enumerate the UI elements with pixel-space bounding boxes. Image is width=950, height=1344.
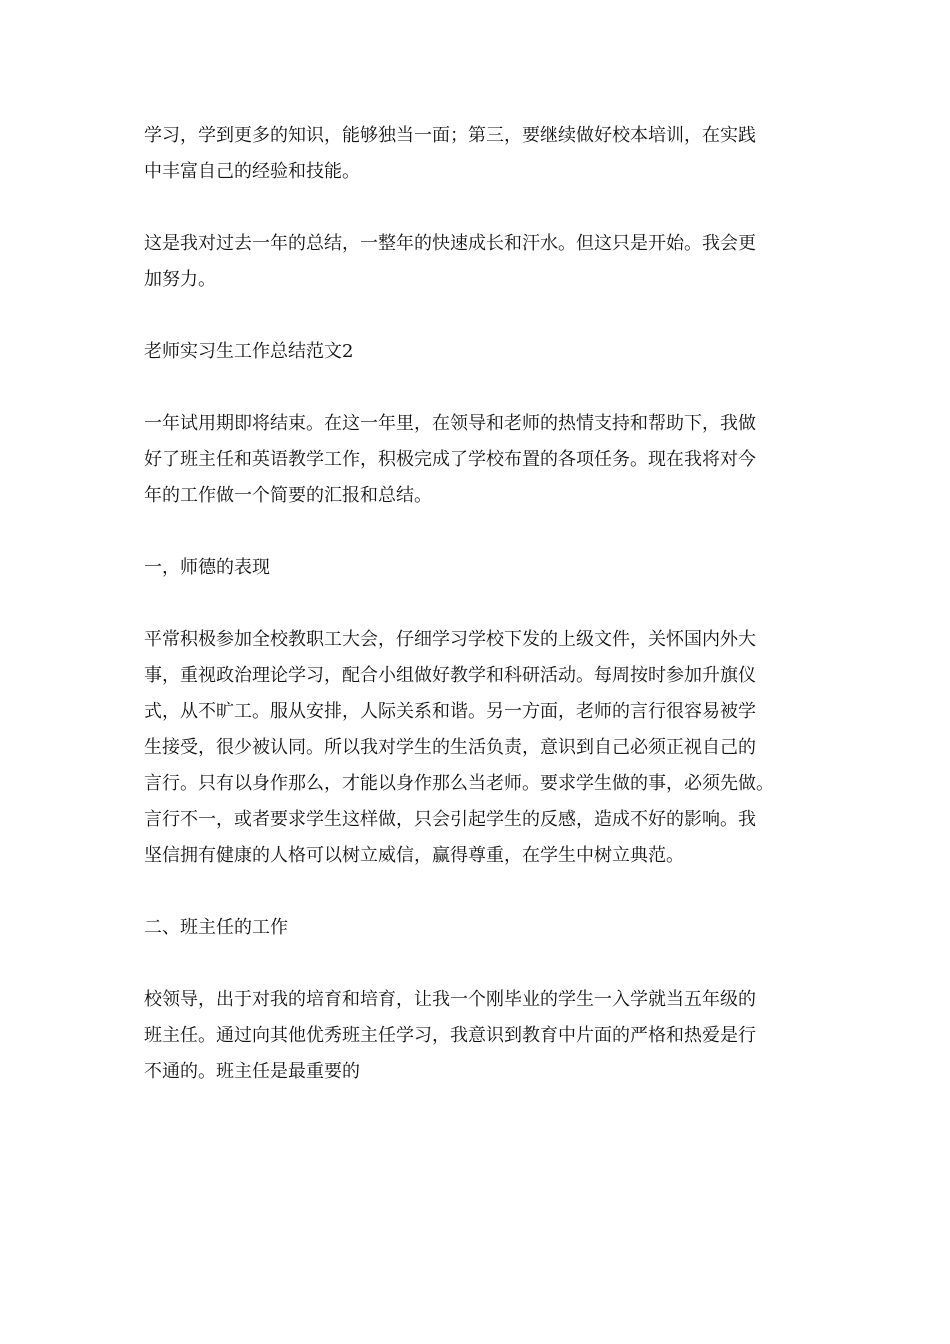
text-line: 一年试用期即将结束。在这一年里，在领导和老师的热情支持和帮助下，我做: [144, 413, 756, 434]
text-line: 中丰富自己的经验和技能。: [144, 161, 360, 182]
document-body: [144, 118, 809, 1126]
text-line: 这是我对过去一年的总结，一整年的快速成长和汗水。但这只是开始。我会更: [144, 233, 756, 254]
text-line: 言行。只有以身作那么，才能以身作那么当老师。要求学生做的事，必须先做。: [144, 773, 774, 794]
body-paragraph: [144, 118, 809, 190]
text-line: 学习，学到更多的知识，能够独当一面；第三，要继续做好校本培训，在实践: [144, 125, 756, 146]
text-line: 校领导，出于对我的培育和培育，让我一个刚毕业的学生一入学就当五年级的: [144, 989, 756, 1010]
section-heading: [144, 910, 809, 946]
text-line: 言行不一，或者要求学生这样做，只会引起学生的反感，造成不好的影响。我: [144, 809, 756, 830]
body-paragraph: [144, 226, 809, 298]
text-line: 加努力。: [144, 269, 216, 290]
text-line: 好了班主任和英语教学工作，积极完成了学校布置的各项任务。现在我将对今: [144, 449, 756, 470]
text-line: 事，重视政治理论学习，配合小组做好教学和科研活动。每周按时参加升旗仪: [144, 665, 756, 686]
body-paragraph: [144, 622, 809, 874]
section-heading: [144, 550, 809, 586]
text-line: 老师实习生工作总结范文2: [144, 341, 354, 362]
text-line: 不通的。班主任是最重要的: [144, 1061, 360, 1082]
section-heading: [144, 334, 809, 370]
body-paragraph: [144, 982, 809, 1090]
text-line: 一，师德的表现: [144, 557, 270, 578]
text-line: 式，从不旷工。服从安排，人际关系和谐。另一方面，老师的言行很容易被学: [144, 701, 756, 722]
body-paragraph: [144, 406, 809, 514]
text-line: 生接受，很少被认同。所以我对学生的生活负责，意识到自己必须正视自己的: [144, 737, 756, 758]
text-line: 平常积极参加全校教职工大会，仔细学习学校下发的上级文件，关怀国内外大: [144, 629, 756, 650]
text-line: 年的工作做一个简要的汇报和总结。: [144, 485, 432, 506]
text-line: 二、班主任的工作: [144, 917, 288, 938]
text-line: 班主任。通过向其他优秀班主任学习，我意识到教育中片面的严格和热爱是行: [144, 1025, 756, 1046]
text-line: 坚信拥有健康的人格可以树立威信，赢得尊重，在学生中树立典范。: [144, 845, 684, 866]
